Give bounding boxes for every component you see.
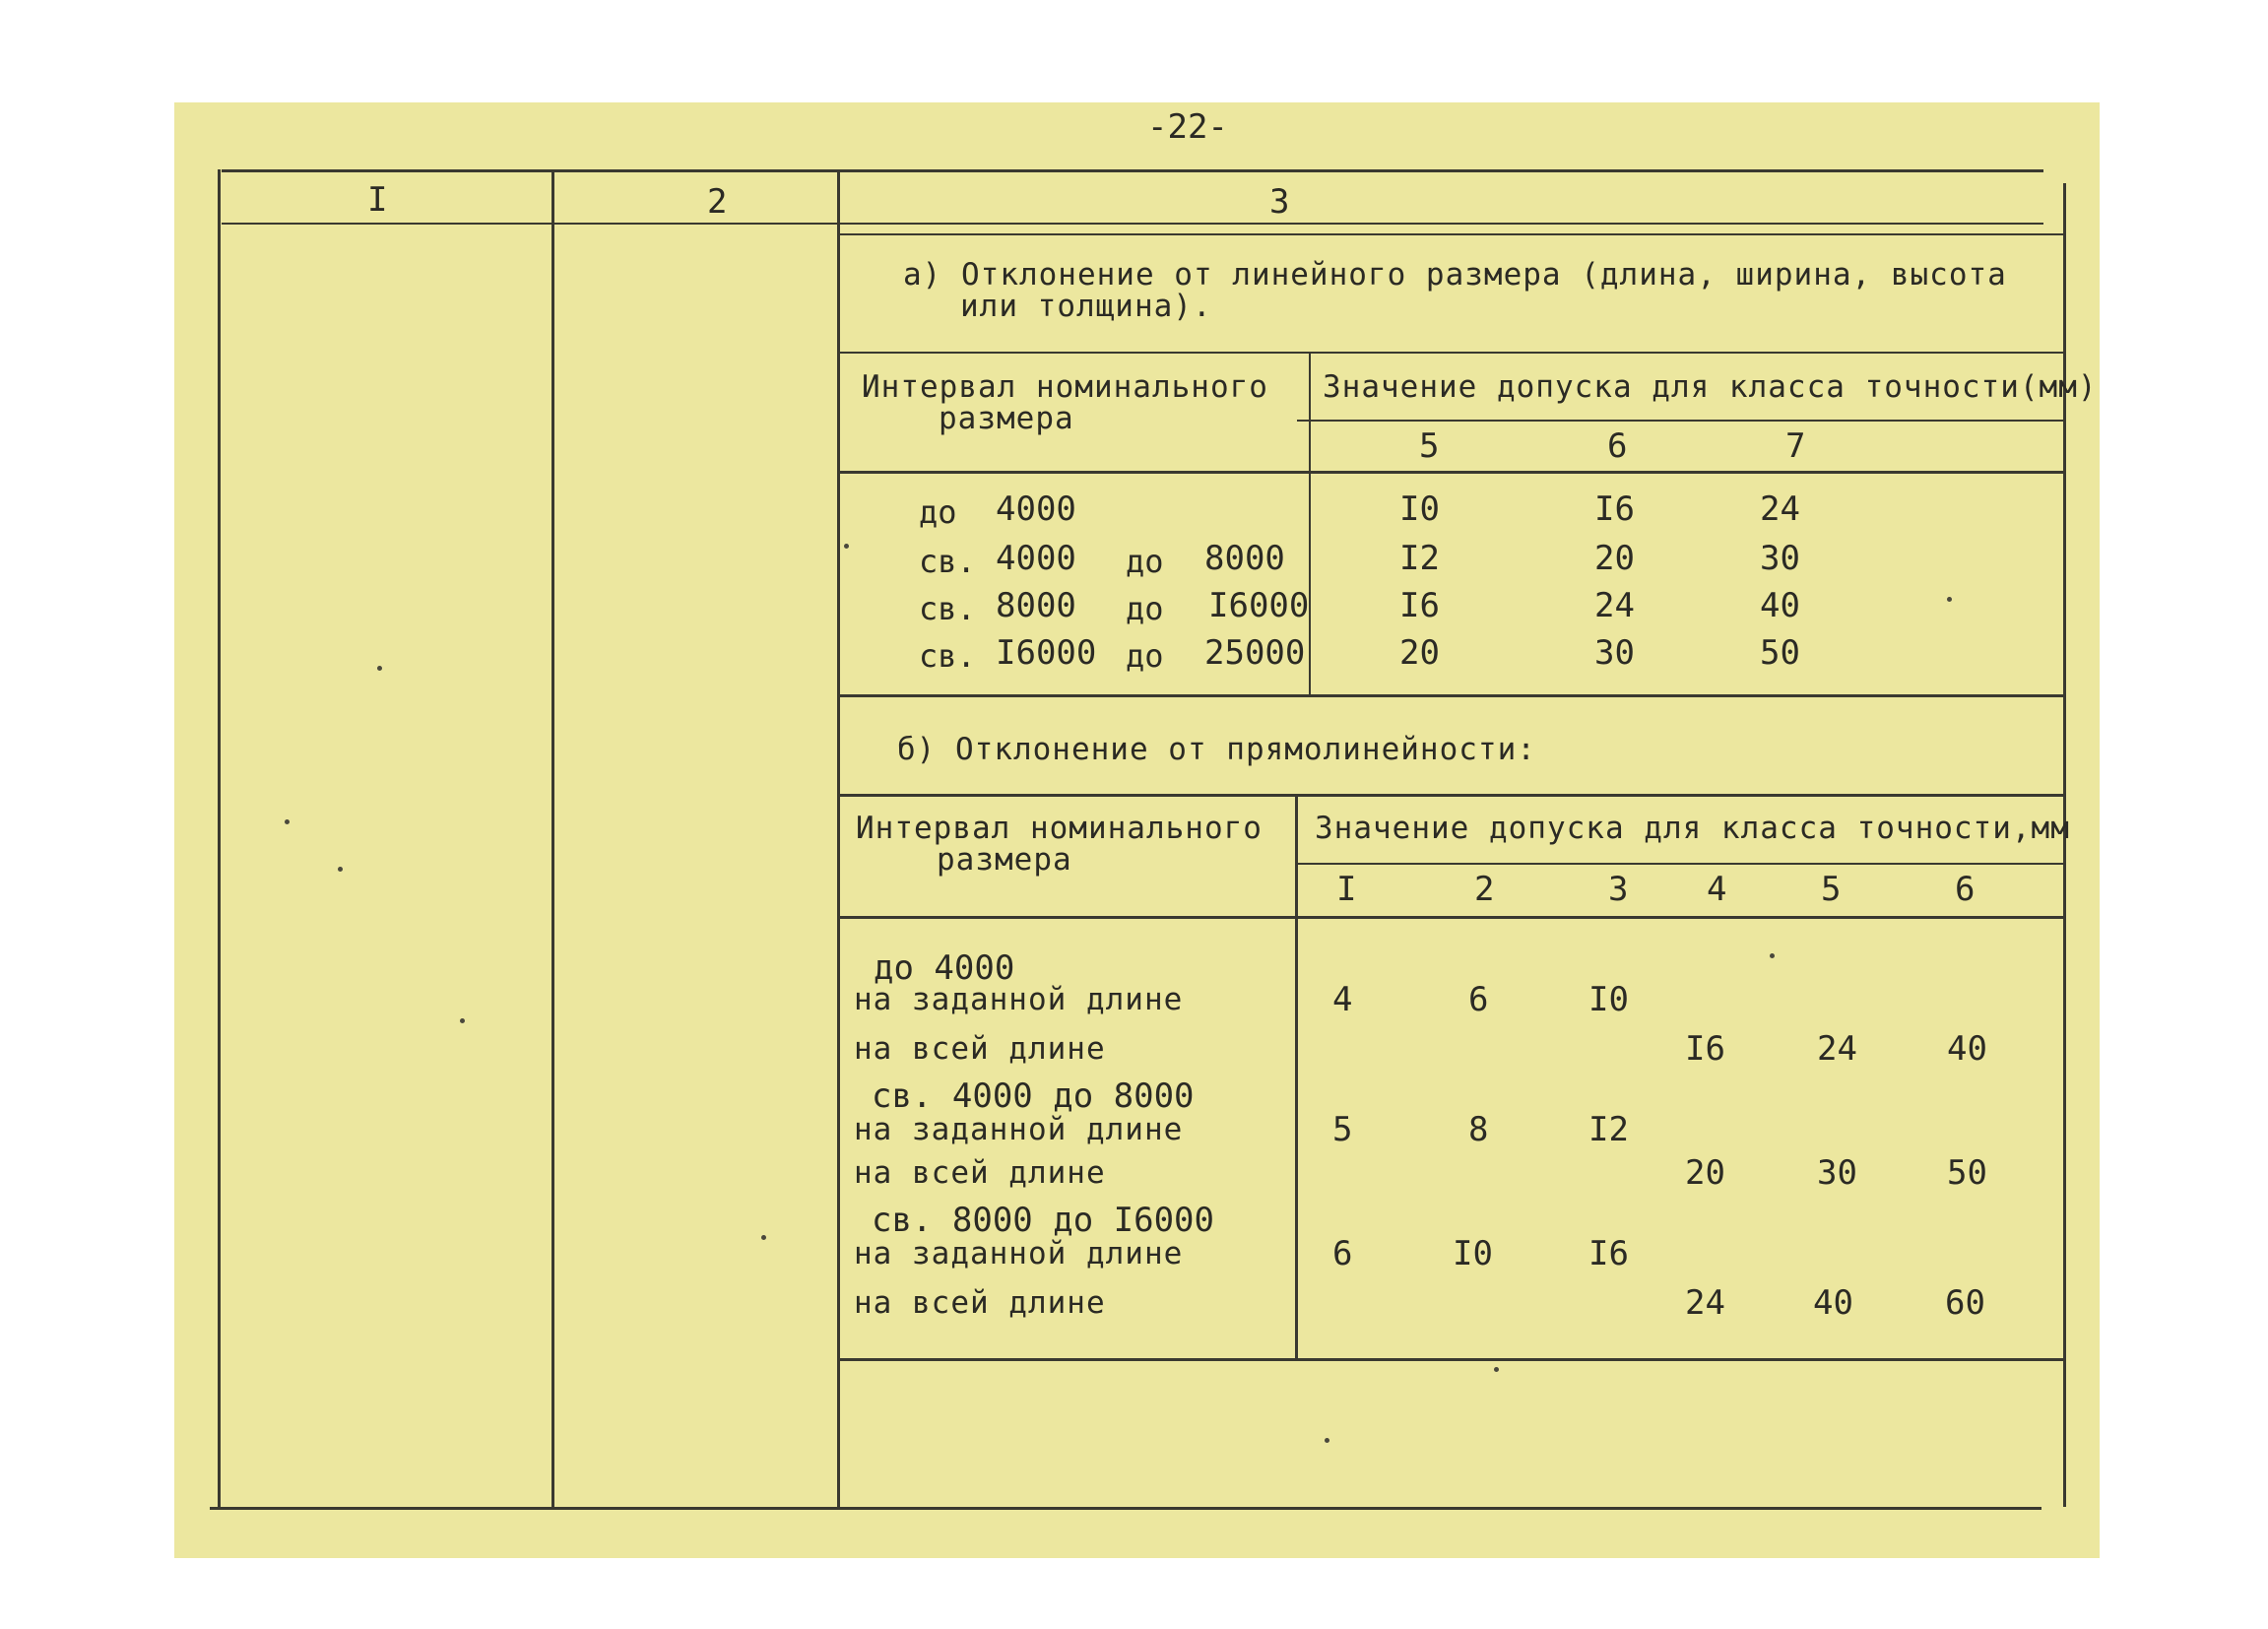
scan-speck [844,544,849,549]
table-top-border [222,169,2043,172]
section-b-class-2: 2 [1474,870,1495,909]
table-left-border [218,169,221,1507]
section-b-class-6: 6 [1955,870,1976,909]
section-a-class-6: 6 [1607,426,1628,466]
section-b-group3-given-class1: 6 [1332,1234,1353,1273]
section-a-class-7: 7 [1785,426,1806,466]
section-a-row4-class7: 50 [1760,633,1800,673]
section-a-row4-to: 25000 [1204,633,1306,673]
column-header-2: 2 [707,182,728,222]
page-number: -22- [1147,107,1228,147]
section-b-interval-header: Интервал номинального [856,811,1263,846]
column-header-3: 3 [1269,182,1290,222]
section-b-class-4: 4 [1707,870,1727,909]
section-a-row2-class5: I2 [1399,539,1440,578]
section-b-group3-full-label: на всей длине [854,1285,1106,1321]
section-a-row1-class6: I6 [1594,489,1635,529]
table-bottom-border [210,1507,2041,1510]
scan-speck [1325,1438,1329,1443]
column-divider-2 [837,169,840,1507]
scan-speck [1770,953,1775,958]
section-a-subheader-rule [1297,420,2065,422]
section-b-group3-full-class6: 60 [1945,1283,1985,1323]
section-a-tolerance-header: Значение допуска для класса точности(мм) [1323,369,2098,405]
section-a-row1-class7: 24 [1760,489,1800,529]
section-b-group2-range: св. 4000 до 8000 [872,1076,1195,1116]
scan-speck [1947,597,1952,602]
section-a-row3-prefix: св. [919,590,976,627]
section-b-group2-full-class5: 30 [1817,1153,1857,1193]
section-a-row3-class6: 24 [1594,586,1635,625]
section-b-group2-full-class4: 20 [1685,1153,1725,1193]
section-b-column-divider [1295,794,1298,1359]
section-b-bottom-rule [840,1358,2064,1361]
section-a-row2-to: 8000 [1204,539,1285,578]
section-b-title: б) Отклонение от прямолинейности: [897,732,1536,767]
section-b-group3-given-class2: I0 [1453,1234,1493,1273]
section-b-group2-given-class2: 8 [1468,1110,1489,1149]
column-divider-1 [551,169,554,1507]
section-b-group1-full-class4: I6 [1685,1029,1725,1069]
section-b-group3-full-class5: 40 [1813,1283,1853,1323]
section-a-row1-class5: I0 [1399,489,1440,529]
section-a-row4-class5: 20 [1399,633,1440,673]
section-b-body-rule [840,916,2064,919]
section-b-group3-given-label: на заданной длине [854,1236,1184,1271]
section-a-row4-to-word: до [1126,637,1164,675]
section-a-row4-class6: 30 [1594,633,1635,673]
section-a-header-rule [840,352,2064,354]
section-a-row2-from: 4000 [996,539,1076,578]
scan-speck [285,819,290,824]
section-a-bottom-rule [840,694,2064,697]
section-b-group1-given-label: на заданной длине [854,982,1184,1017]
section-a-row1-from: 4000 [996,489,1076,529]
section-b-group2-given-label: на заданной длине [854,1112,1184,1147]
section-b-group2-full-class6: 50 [1947,1153,1987,1193]
section-b-group1-full-class5: 24 [1817,1029,1857,1069]
section-b-tolerance-header: Значение допуска для класса точности,мм [1315,811,2070,846]
section-b-header-rule [840,794,2064,797]
section-a-interval-header: Интервал номинального [862,369,1268,405]
section-b-group2-given-class3: I2 [1588,1110,1629,1149]
section-a-row1-prefix: до [919,493,957,531]
section-a-row3-to: I6000 [1208,586,1310,625]
section-a-top-rule [840,233,2064,235]
section-b-class-5: 5 [1821,870,1842,909]
section-b-group1-full-class6: 40 [1947,1029,1987,1069]
section-b-group1-given-class2: 6 [1468,980,1489,1019]
section-b-group1-given-class3: I0 [1588,980,1629,1019]
section-b-group3-full-class4: 24 [1685,1283,1725,1323]
section-a-class-5: 5 [1419,426,1440,466]
section-b-group3-range: св. 8000 до I6000 [872,1201,1214,1240]
scan-speck [338,867,343,872]
section-b-subheader-rule [1297,863,2065,865]
section-a-title-line2: или толщина). [960,289,1212,324]
section-a-row3-to-word: до [1126,590,1164,627]
section-b-group2-given-class1: 5 [1332,1110,1353,1149]
section-a-title-line1: а) Отклонение от линейного размера (длина, ширина, высота [903,257,2007,293]
section-a-row4-prefix: св. [919,637,976,675]
section-a-row4-from: I6000 [996,633,1097,673]
column-header-rule [222,223,2043,225]
section-b-group1-given-class1: 4 [1332,980,1353,1019]
column-header-1: I [367,180,388,220]
section-b-class-1: I [1336,870,1357,909]
section-b-group2-full-label: на всей длине [854,1155,1106,1191]
section-a-row3-from: 8000 [996,586,1076,625]
section-a-column-divider [1309,352,1311,696]
section-b-group1-range: до 4000 [874,948,1015,988]
section-a-row2-class6: 20 [1594,539,1635,578]
section-a-interval-header-2: размера [939,401,1074,436]
section-a-row3-class7: 40 [1760,586,1800,625]
section-a-body-rule [840,471,2064,474]
section-a-row2-prefix: св. [919,543,976,580]
section-a-row2-to-word: до [1126,543,1164,580]
scan-speck [460,1018,465,1023]
scanned-page [174,102,2100,1558]
section-b-interval-header-2: размера [937,842,1072,878]
section-b-group1-full-label: на всей длине [854,1031,1106,1067]
section-a-row3-class5: I6 [1399,586,1440,625]
scan-speck [1494,1367,1499,1372]
scan-speck [761,1235,766,1240]
section-b-class-3: 3 [1608,870,1629,909]
section-a-row2-class7: 30 [1760,539,1800,578]
scan-speck [377,666,382,671]
section-b-group3-given-class3: I6 [1588,1234,1629,1273]
